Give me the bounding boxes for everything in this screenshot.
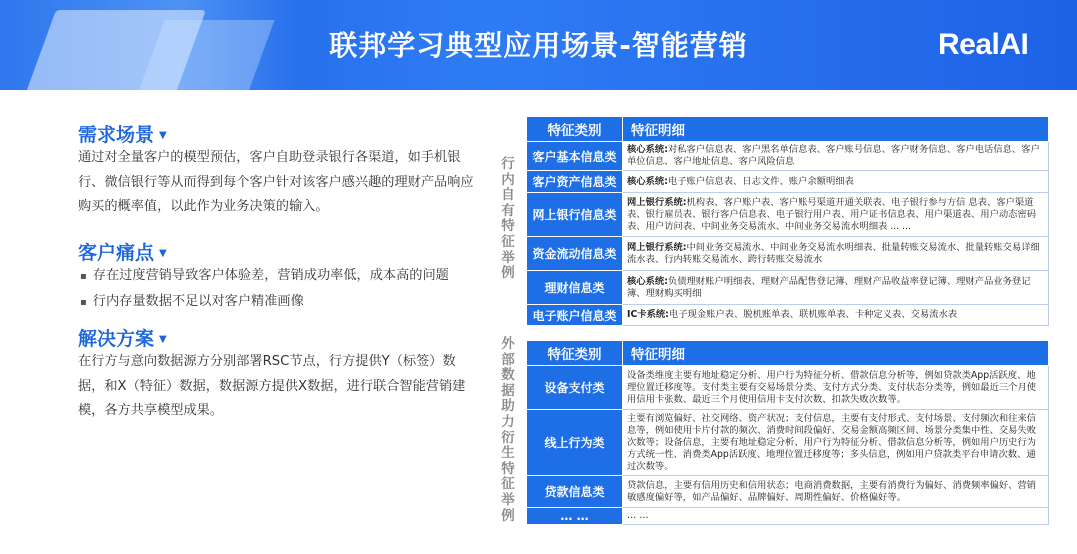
header-category: 特征类别 bbox=[527, 341, 623, 366]
pain-item bbox=[80, 290, 480, 316]
header-detail: 特征明细 bbox=[623, 341, 1049, 366]
row-category: 客户基本信息类 bbox=[527, 142, 623, 171]
row-category: 电子账户信息类 bbox=[527, 305, 623, 326]
section-title-solution-text: 解决方案 bbox=[78, 328, 155, 350]
row-detail-text: 对私客户信息表、客户黑名单信息表、客户账号信息、客户财务信息、客户电话信息、客户单位信息、客户地址信息、客户风险信息 bbox=[627, 144, 1040, 167]
row-detail: … … bbox=[623, 508, 1049, 525]
section-title-demand-text: 需求场景 bbox=[78, 124, 155, 146]
row-detail: 设备类维度主要有地址稳定分析、用户行为特征分析、借款信息分析等，例如贷款类App活跃度、地理位置迁移度等。支付类主要有交易场景分类、支付方式分类、支付状态分类等，例如最近三个月使用信用卡张数、最近三个月使用信用卡支付次数、扣款失败次数等。 bbox=[623, 366, 1049, 410]
row-category: 理财信息类 bbox=[527, 271, 623, 305]
pain-item-text: 行内存量数据不足以对客户精准画像 bbox=[92, 293, 304, 309]
caret-down-icon: ▼ bbox=[159, 130, 167, 141]
row-detail-text: 负债理财账户明细表、理财产品配售登记簿、理财产品收益率登记簿、理财产品业务登记簿、理财购买明细 bbox=[627, 275, 1031, 299]
row-category: 网上银行信息类 bbox=[527, 193, 623, 237]
header-detail: 特征明细 bbox=[623, 117, 1049, 142]
row-detail bbox=[623, 237, 1049, 271]
row-detail bbox=[623, 305, 1049, 326]
side-label-internal: 行内自有特征举例 bbox=[501, 156, 515, 282]
header-category: 特征类别 bbox=[527, 117, 623, 142]
brand-logo: RealAI bbox=[938, 28, 1029, 61]
row-detail bbox=[623, 271, 1049, 305]
row-detail-text: 机构表、客户账户表、客户账号渠道开通关联表、电子银行参与方信 息表、客户渠道表、银行雇员表、银行客户信息表、电子银行用户表、用户证书信息表、用户渠道表、用户动态密码表、用户访问表、中间业务交易流水、中间业务交易流水明细表 ... ... bbox=[627, 196, 1037, 232]
solution-text: 在行方与意向数据源方分别部署RSC节点，行方提供Y（标签）数据，和X（特征）数据，数据源方提供X数据，进行联合智能营销建模，各方共享模型成果。 bbox=[78, 354, 466, 418]
side-label-external: 外部数据助力衍生特征举例 bbox=[501, 336, 515, 524]
row-system: IC卡系统: bbox=[627, 309, 669, 320]
table-row bbox=[527, 410, 1049, 476]
internal-feature-table bbox=[526, 116, 1049, 326]
row-detail-text: 电子账户信息表、日志文件、账户余额明细表 bbox=[667, 175, 854, 187]
header-banner bbox=[0, 0, 1077, 90]
row-system: 网上银行系统: bbox=[627, 241, 687, 253]
row-detail: 贷款信息，主要有信用历史和信用状态；电商消费数据，主要有消费行为偏好、消费频率偏好、营销敏感度偏好等，如产品偏好、品牌偏好、周期性偏好、价格偏好等。 bbox=[623, 476, 1049, 508]
row-category: 资金流动信息类 bbox=[527, 237, 623, 271]
table-row bbox=[527, 476, 1049, 508]
pain-item-text: 存在过度营销导致客户体验差，营销成功率低，成本高的问题 bbox=[92, 268, 449, 283]
table-row bbox=[527, 193, 1049, 237]
row-detail-text: 中间业务交易流水、中间业务交易流水明细表、批量转账交易流水、批量转账交易详细流水表、行内转账交易流水、跨行转账交易流水 bbox=[627, 241, 1040, 265]
row-category: … … bbox=[527, 508, 623, 525]
external-feature-table bbox=[526, 340, 1049, 525]
table-row bbox=[527, 305, 1049, 326]
demand-text: 通过对全量客户的模型预估，客户自助登录银行各渠道，如手机银行、微信银行等从而得到每个客户针对该客户感兴趣的理财产品响应购买的概率值，以此作为业务决策的输入。 bbox=[78, 150, 474, 214]
row-detail bbox=[623, 193, 1049, 237]
caret-down-icon: ▼ bbox=[159, 334, 167, 345]
table-row bbox=[527, 142, 1049, 171]
row-category: 贷款信息类 bbox=[527, 476, 623, 508]
section-title-demand bbox=[78, 120, 167, 147]
section-title-pain-text: 客户痛点 bbox=[78, 242, 155, 264]
table-header-row bbox=[527, 117, 1049, 142]
table-row bbox=[527, 508, 1049, 525]
row-system: 核心系统: bbox=[627, 175, 668, 187]
pain-item bbox=[80, 264, 480, 290]
row-system: 网上银行系统: bbox=[627, 196, 687, 208]
table-row bbox=[527, 237, 1049, 271]
section-title-solution bbox=[78, 324, 167, 351]
row-category: 线上行为类 bbox=[527, 410, 623, 476]
pain-list bbox=[80, 264, 480, 315]
row-detail bbox=[623, 171, 1049, 193]
row-system: 核心系统: bbox=[627, 144, 668, 155]
caret-down-icon: ▼ bbox=[159, 248, 167, 259]
table-header-row bbox=[527, 341, 1049, 366]
row-detail: 主要有浏览偏好、社交网络、资产状况；支付信息，主要有支付形式、支付场景、支付频次和往来信息等，例如使用卡片付款的频次、消费时间段偏好、交易金额高频区间、场景分类集中性、交易失败次数等；设备信息，主要有地址稳定分析、用户行为特征分析、借款信息分析等，例如用户历史行为方式统一性、消费类App活跃度、地理位置迁移度等；多头信息，例如用户贷款类平台申请次数、通过次数等。 bbox=[623, 410, 1049, 476]
row-category: 客户资产信息类 bbox=[527, 171, 623, 193]
row-detail-text: 电子现金账户表、脱机账单表、联机账单表、卡种定义表、交易流水表 bbox=[668, 309, 958, 320]
row-detail bbox=[623, 142, 1049, 171]
table-row bbox=[527, 271, 1049, 305]
row-system: 核心系统: bbox=[627, 275, 668, 287]
table-row bbox=[527, 171, 1049, 193]
table-row bbox=[527, 366, 1049, 410]
page-title: 联邦学习典型应用场景-智能营销 bbox=[329, 29, 748, 62]
row-category: 设备支付类 bbox=[527, 366, 623, 410]
section-title-pain bbox=[78, 238, 167, 265]
